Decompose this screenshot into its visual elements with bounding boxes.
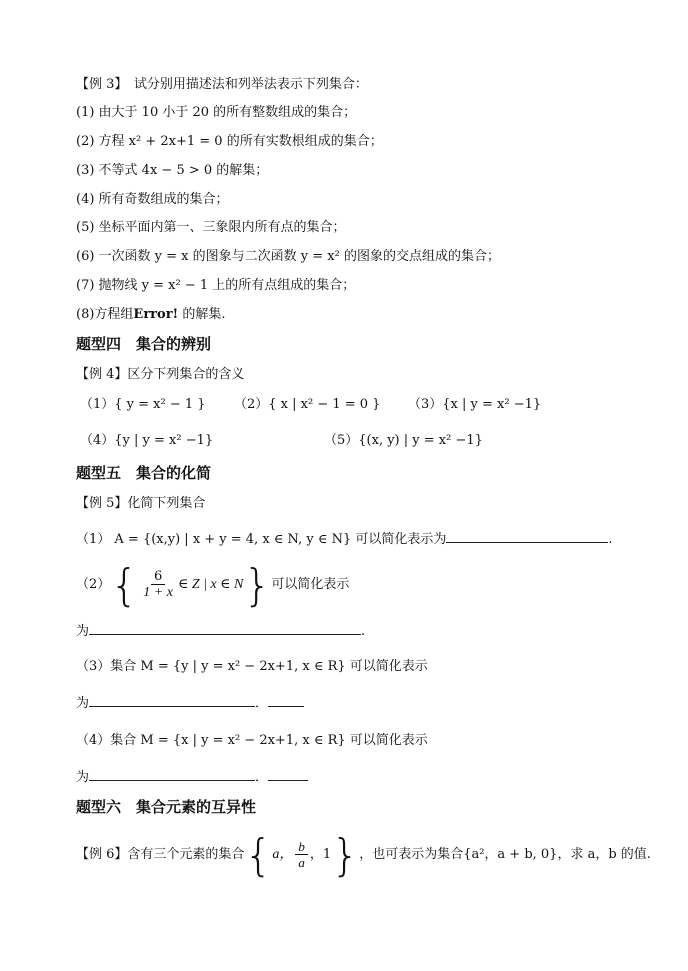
left-brace: { bbox=[110, 560, 139, 611]
ex3-item-1: (1) 由大于 10 小于 20 的所有整数组成的集合； bbox=[76, 105, 357, 120]
section-heading-6: 题型六 集合元素的互异性 bbox=[76, 798, 257, 816]
fraction-b-over-a bbox=[295, 839, 308, 870]
example-6-line bbox=[76, 830, 651, 881]
section-heading-5: 题型五 集合的化简 bbox=[76, 464, 212, 482]
ex3-item-3: (3) 不等式 4x − 5 > 0 的解集； bbox=[76, 163, 269, 178]
answer-blank-3b[interactable] bbox=[268, 694, 304, 707]
set-5: （5）{(x, y) | y = x² −1} bbox=[324, 433, 483, 448]
ex3-item-2: (2) 方程 x² + 2x+1 = 0 的所有实数根组成的集合； bbox=[76, 134, 383, 149]
ex3-item-8 bbox=[76, 306, 226, 324]
set-1: （1）{ y = x² − 1 } bbox=[80, 397, 206, 412]
ex6-suffix: ，也可表示为集合{a²，a + b, 0}，求 a，b 的值. bbox=[359, 847, 651, 862]
ex3-item-5: (5) 坐标平面内第一、三象限内所有点的集合； bbox=[76, 220, 346, 235]
answer-blank-1[interactable] bbox=[446, 530, 608, 543]
set-element-a: a， bbox=[272, 847, 294, 862]
q3-line: （3）集合 M = {y | y = x² − 2x+1, x ∈ R} 可以简化表示 bbox=[76, 659, 428, 674]
q4-answer-line bbox=[76, 768, 308, 787]
item8-suffix: 的解集. bbox=[178, 307, 226, 322]
set-element-1: ，1 bbox=[309, 847, 332, 862]
right-brace: } bbox=[331, 830, 360, 881]
fraction bbox=[140, 569, 176, 600]
q1-period: . bbox=[608, 532, 613, 547]
ex3-item-6: (6) 一次函数 y = x 的图象与二次函数 y = x² 的图象的交点组成的集合； bbox=[76, 249, 500, 264]
ex3-item-4: (4) 所有奇数组成的集合； bbox=[76, 192, 229, 207]
q2-line bbox=[76, 560, 350, 611]
wei-label: 为 bbox=[76, 770, 90, 785]
q2-prefix: （2） bbox=[76, 577, 111, 592]
fraction-numerator: 6 bbox=[151, 569, 165, 585]
left-brace: { bbox=[244, 830, 273, 881]
right-brace: } bbox=[243, 560, 272, 611]
wei-label: 为 bbox=[76, 624, 90, 639]
answer-blank-4[interactable] bbox=[89, 768, 255, 781]
example-5-title: 【例 5】化简下列集合 bbox=[76, 496, 206, 511]
q3-dot: ． bbox=[255, 696, 269, 711]
set-3: （3）{x | y = x² −1} bbox=[408, 397, 542, 412]
q2-condition: ∈ Z | x ∈ N bbox=[177, 577, 244, 592]
set-4: （4）{y | y = x² −1} bbox=[80, 433, 214, 448]
q1-text: （1） A = {(x,y) | x + y = 4, x ∈ N, y ∈ N} 可以简化表示为 bbox=[76, 532, 447, 547]
example-4-title: 【例 4】区分下列集合的含义 bbox=[76, 367, 245, 382]
item8-prefix: (8)方程组 bbox=[76, 307, 134, 322]
fraction-numerator: b bbox=[295, 839, 308, 855]
answer-blank-3[interactable] bbox=[89, 694, 255, 707]
wei-label: 为 bbox=[76, 696, 90, 711]
q3-answer-line bbox=[76, 694, 304, 713]
q2-answer-line bbox=[76, 622, 365, 641]
error-text: Error! bbox=[133, 307, 179, 322]
ex3-item-7: (7) 抛物线 y = x² − 1 上的所有点组成的集合； bbox=[76, 278, 356, 293]
q4-line: （4）集合 M = {x | y = x² − 2x+1, x ∈ R} 可以简化表示 bbox=[76, 733, 428, 748]
fraction-denominator: 1 + x bbox=[143, 585, 173, 600]
answer-blank-4b[interactable] bbox=[268, 768, 308, 781]
fraction-denominator: a bbox=[298, 855, 305, 870]
q2-period: . bbox=[361, 624, 366, 639]
q2-suffix: 可以简化表示 bbox=[271, 577, 350, 592]
q4-dot: ． bbox=[255, 770, 269, 785]
example-3-title: 【例 3】 试分别用描述法和列举法表示下列集合： bbox=[76, 77, 368, 92]
q1-line bbox=[76, 530, 613, 549]
section-heading-4: 题型四 集合的辨别 bbox=[76, 335, 212, 353]
set-2: （2）{ x | x² − 1 = 0 } bbox=[234, 397, 381, 412]
ex6-prefix: 【例 6】含有三个元素的集合 bbox=[76, 847, 245, 862]
answer-blank-2[interactable] bbox=[89, 622, 361, 635]
